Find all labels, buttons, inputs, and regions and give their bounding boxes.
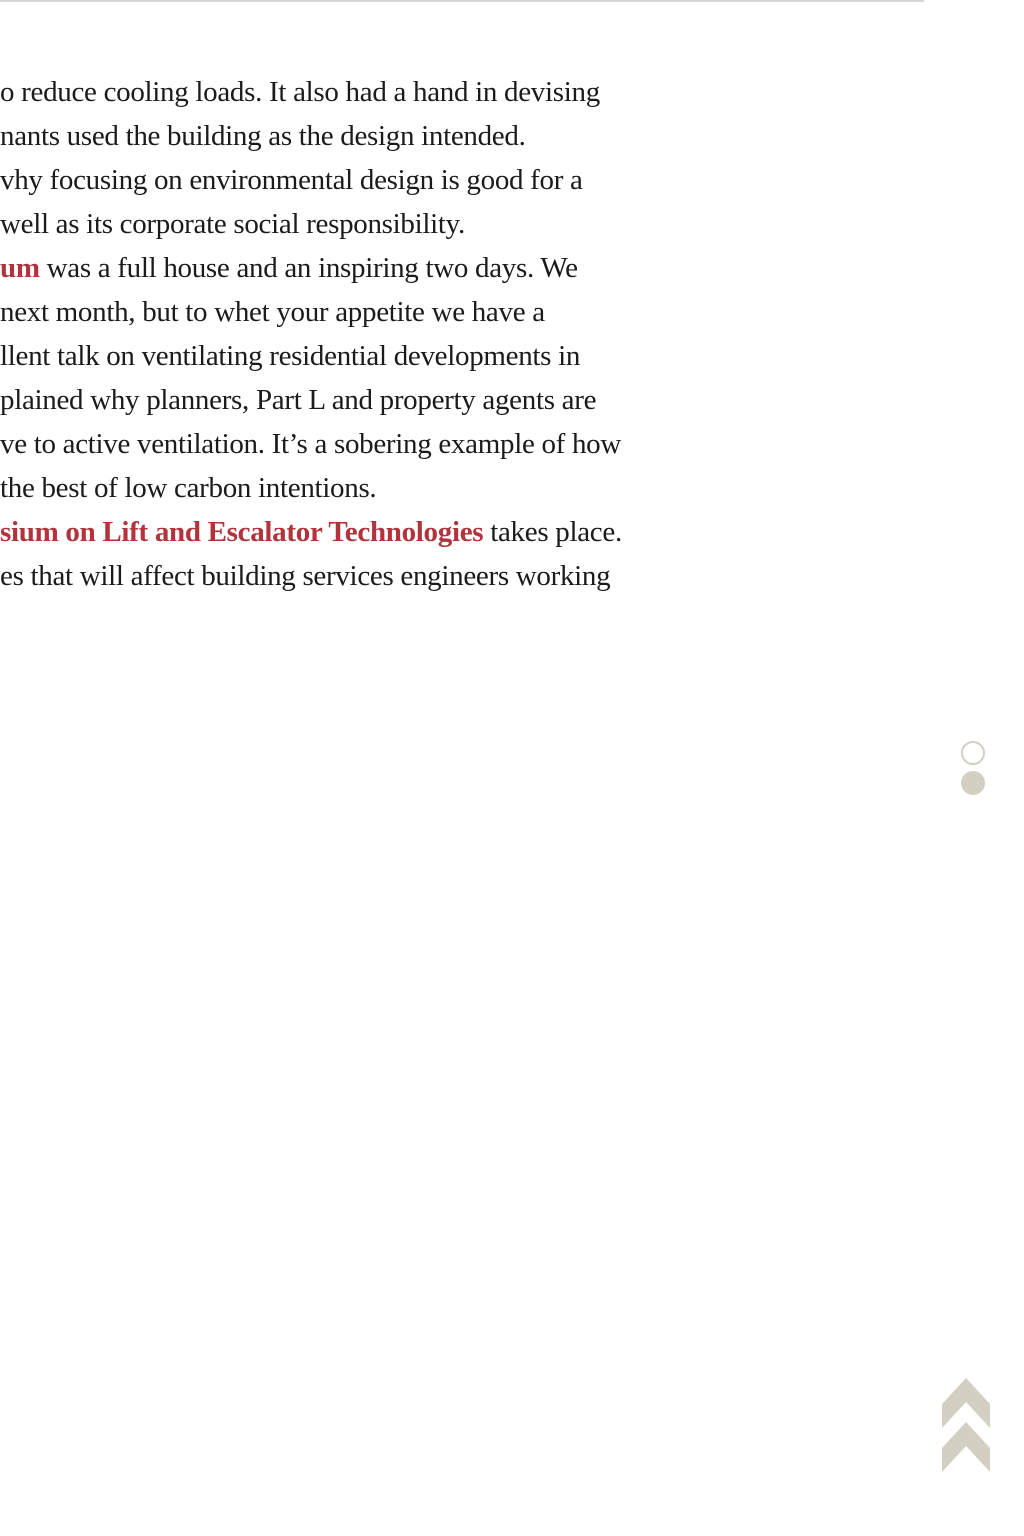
article-line-text: was a full house and an inspiring two days. We [39,252,578,284]
page-dot-1[interactable] [961,741,985,765]
article-line: well as its corporate social responsibility. [0,208,465,240]
article-line-text: takes place. [483,516,622,548]
article-line: vhy focusing on environmental design is good for a [0,164,583,196]
article-body [0,70,660,598]
article-line: next month, but to whet your appetite we have a [0,296,545,328]
article-line: the best of low carbon intentions. [0,472,377,504]
article-line: o reduce cooling loads. It also had a hand in devising [0,76,600,108]
page-indicator [961,741,985,795]
article-line: nants used the building as the design intended. [0,120,526,152]
symposium-link[interactable]: sium on Lift and Escalator Technologies [0,516,484,548]
top-divider [0,0,924,2]
forum-link[interactable]: um [0,252,40,284]
scroll-to-top-button[interactable] [942,1378,990,1474]
article-line: plained why planners, Part L and property agents are [0,384,597,416]
article-line [0,510,660,554]
article-line: es that will affect building services engineers working [0,560,611,592]
double-chevron-up-icon [942,1378,990,1474]
page-dot-2-active[interactable] [961,771,985,795]
article-line: llent talk on ventilating residential developments in [0,340,581,372]
article-line: ve to active ventilation. It’s a sobering example of how [0,428,622,460]
article-line [0,246,660,290]
